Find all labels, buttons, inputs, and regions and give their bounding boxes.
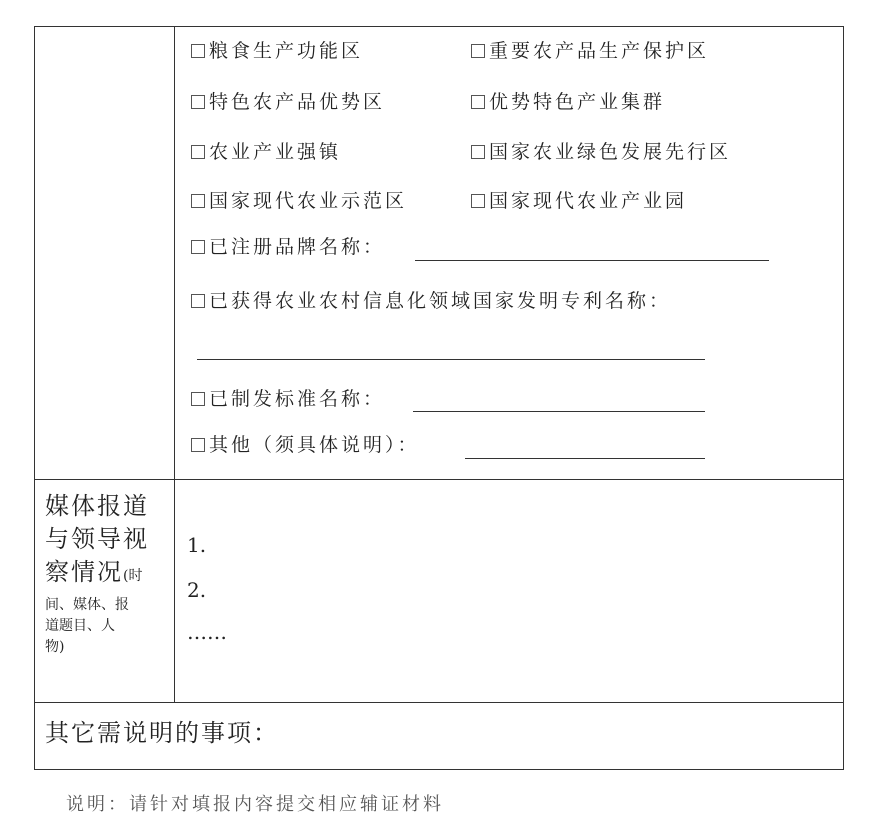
media-label-line2: 与领导视 [45, 525, 149, 553]
patent-input-line[interactable] [197, 359, 705, 360]
checkbox-patent[interactable] [191, 289, 671, 313]
checkbox-icon[interactable] [471, 95, 485, 109]
media-label-small3: 道题目、人 [45, 618, 115, 634]
checkbox-icon[interactable] [471, 145, 485, 159]
checkbox-label: 已注册品牌名称： [209, 236, 386, 258]
checkbox-icon[interactable] [191, 145, 205, 159]
checkbox-icon[interactable] [191, 392, 205, 406]
checkbox-label: 国家现代农业示范区 [209, 190, 408, 212]
row-divider-media-other [35, 702, 843, 703]
checkbox-label: 重要农产品生产保护区 [489, 40, 710, 62]
footer-note: 说明：请针对填报内容提交相应辅证材料 [66, 794, 444, 815]
checkbox-icon[interactable] [191, 240, 205, 254]
checkbox-label: 农业产业强镇 [209, 141, 342, 163]
checkbox-label: 其他（须具体说明）： [209, 434, 420, 456]
media-item-1[interactable]: 1. [187, 533, 207, 557]
checkbox-label: 国家现代农业产业园 [489, 190, 688, 212]
checkbox-grain-zone[interactable] [191, 39, 363, 63]
checkbox-standard[interactable] [191, 387, 385, 411]
checkbox-registered-brand[interactable] [191, 235, 385, 259]
checkbox-icon[interactable] [191, 438, 205, 452]
checkbox-specialty-advantage-zone[interactable] [191, 90, 385, 114]
checkbox-label: 国家农业绿色发展先行区 [489, 141, 732, 163]
row-divider-checkbox-media [35, 479, 843, 480]
media-label-small2: 间、媒体、报 [45, 597, 129, 613]
other-input-line[interactable] [465, 458, 705, 459]
checkbox-icon[interactable] [191, 294, 205, 308]
checkbox-industry-cluster[interactable] [471, 90, 665, 114]
checkbox-label: 粮食生产功能区 [209, 40, 364, 62]
media-item-ellipsis[interactable]: …… [187, 620, 227, 644]
media-label-line1: 媒体报道 [45, 492, 149, 520]
standard-input-line[interactable] [413, 411, 705, 412]
checkbox-icon[interactable] [471, 194, 485, 208]
media-label-line3-text: 察情况 [45, 558, 123, 586]
checkbox-industry-town[interactable] [191, 140, 341, 164]
checkbox-modern-demo-zone[interactable] [191, 189, 407, 213]
checkbox-label: 特色农产品优势区 [209, 91, 386, 113]
checkbox-label: 优势特色产业集群 [489, 91, 666, 113]
media-label-line3 [45, 557, 142, 592]
checkbox-other[interactable] [191, 433, 420, 457]
checkbox-key-products-zone[interactable] [471, 39, 709, 63]
column-divider [174, 27, 175, 703]
other-matters-label: 其它需说明的事项： [45, 719, 279, 747]
application-form-table [34, 26, 844, 770]
checkbox-green-development-zone[interactable] [471, 140, 731, 164]
checkbox-label: 已制发标准名称： [209, 388, 386, 410]
registered-brand-input-line[interactable] [415, 260, 769, 261]
checkbox-label: 已获得农业农村信息化领域国家发明专利名称： [209, 290, 672, 312]
checkbox-icon[interactable] [191, 194, 205, 208]
media-item-2[interactable]: 2. [187, 578, 207, 602]
media-label-small1: (时 [123, 568, 143, 584]
checkbox-icon[interactable] [191, 95, 205, 109]
media-label-small4: 物) [45, 639, 65, 655]
checkbox-modern-industrial-park[interactable] [471, 189, 687, 213]
checkbox-icon[interactable] [191, 44, 205, 58]
checkbox-icon[interactable] [471, 44, 485, 58]
